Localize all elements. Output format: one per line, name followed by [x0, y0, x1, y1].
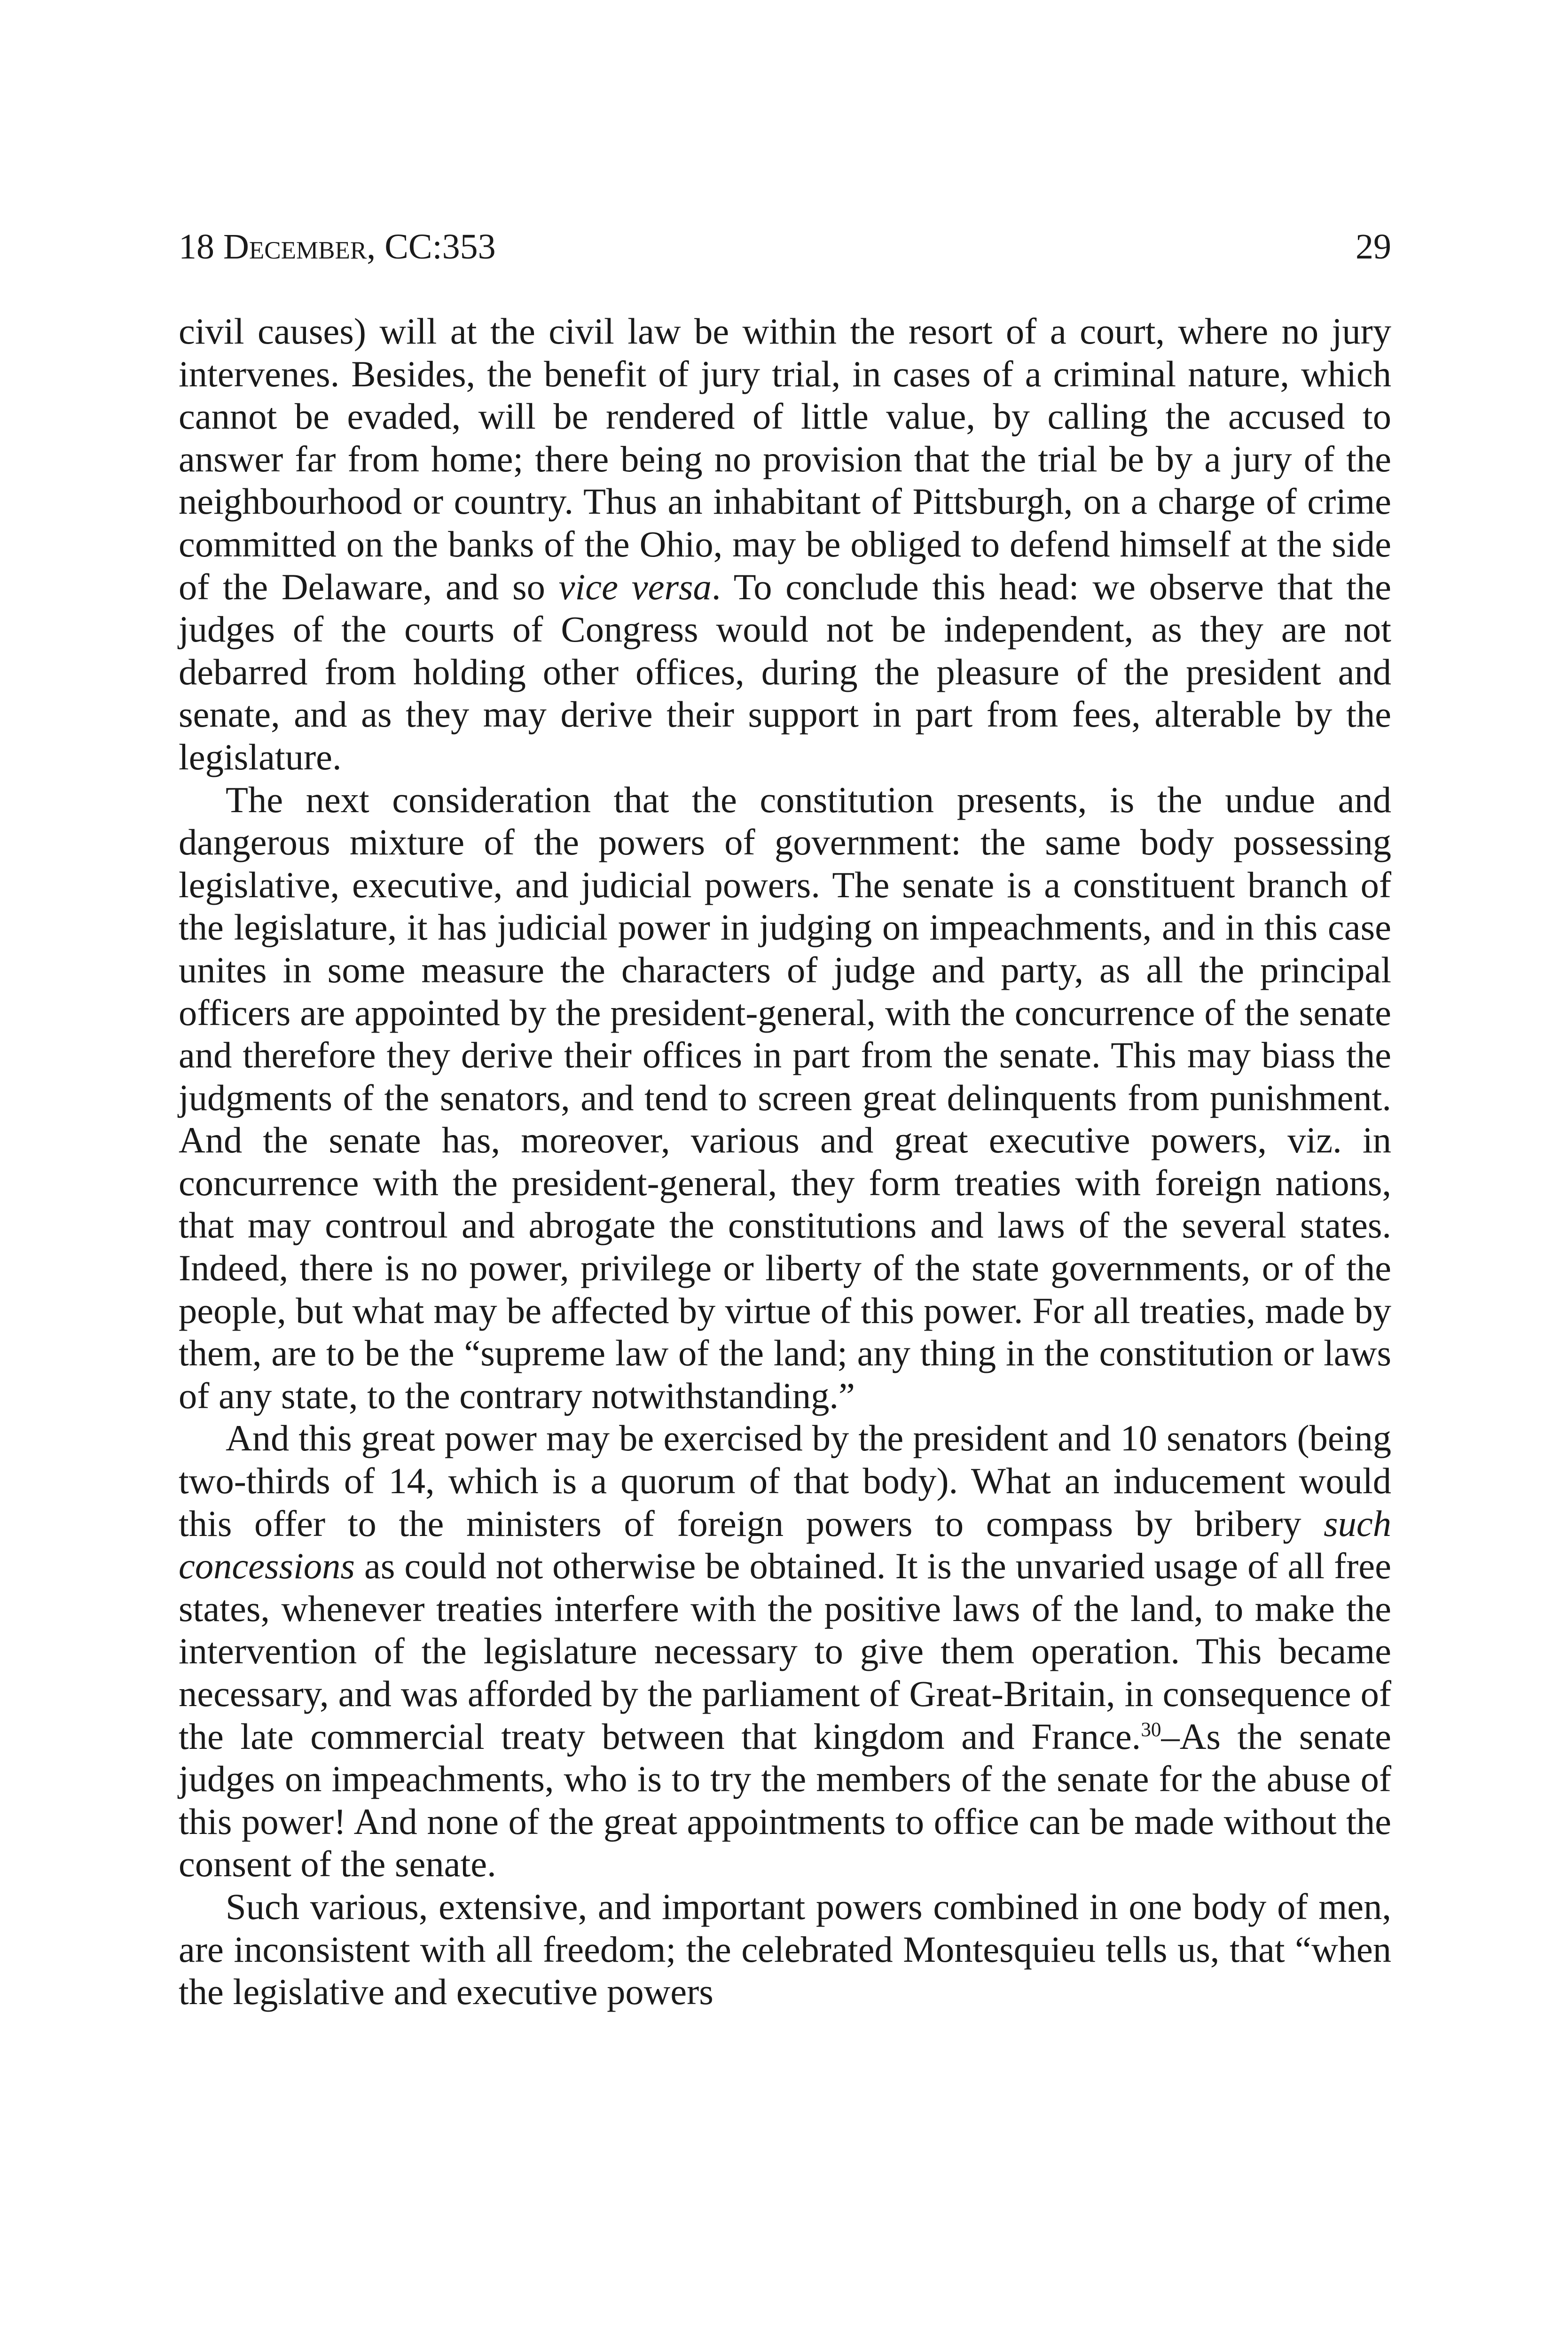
text-run: And this great power may be exercised by the president and 10 senators (being two-thirds of 14, which is a quorum of that body). What an inducement would this offer to the ministers of foreign powers to compass by bribery: [179, 1418, 1391, 1544]
text-run: Such various, extensive, and important powers combined in one body of men, are inconsistent with all freedom; the celebrated Montesquieu tells us, that “when the legislative and executive powers: [179, 1886, 1391, 2013]
body-text: [179, 310, 1391, 2013]
date-number: 18: [179, 227, 223, 266]
footnote-reference: 30: [1141, 1718, 1161, 1741]
italic-phrase: vice versa: [558, 566, 712, 607]
text-run: as could not otherwise be obtained. It is the unvaried usage of all free states, whenever treaties interfere with the positive laws of the land, to make the intervention of the legislature necessary to give them operation. This became necessary, and was afforded by the parliament of Great-Britain, in consequence of the late commercial treaty between that kingdom and France.: [179, 1545, 1391, 1757]
text-run: . To conclude this head: we observe that the judges of the courts of Congress would not be independent, as they are not debarred from holding other offices, during the pleasure of the president and senate, and as they may derive their support in part from fees, alterable by the legislature.: [179, 566, 1391, 777]
paragraph-4: [179, 1886, 1391, 2013]
paragraph-2: [179, 779, 1391, 1418]
document-id: , CC:353: [367, 227, 496, 266]
paragraph-1: [179, 310, 1391, 779]
text-run: The next consideration that the constitution presents, is the undue and dangerous mixture of the powers of government: the same body possessing legislative, executive, and judicial powers. The senate is a constituent branch of the legislature, it has judicial power in judging on impeachments, and in this case unites in some measure the characters of judge and party, as all the principal officers are appointed by the president-general, with the concurrence of the senate and therefore they derive their offices in part from the senate. This may biass the judgments of the senators, and tend to screen great delinquents from punishment. And the senate has, moreover, various and great executive powers, viz. in concurrence with the president-general, they form treaties with foreign nations, that may controul and abrogate the constitutions and laws of the several states. Indeed, there is no power, privilege or liberty of the state governments, or of the people, but what may be affected by virtue of this power. For all treaties, made by them, are to be the “supreme law of the land; any thing in the constitution or laws of any state, to the contrary notwithstanding.”: [179, 779, 1391, 1416]
running-head-left: [179, 221, 496, 273]
running-head: [179, 221, 1391, 273]
paragraph-3: [179, 1417, 1391, 1886]
page-number: 29: [1356, 227, 1391, 266]
date-month: December: [223, 227, 367, 266]
text-run: civil causes) will at the civil law be within the resort of a court, where no jury intervenes. Besides, the benefit of jury trial, in cases of a criminal nature, which cannot be evaded, will be rendered of little value, by calling the accused to answer far from home; there being no provision that the trial be by a jury of the neighbourhood or country. Thus an inhabitant of Pittsburgh, on a charge of crime committed on the banks of the Ohio, may be obliged to defend himself at the side of the Delaware, and so: [179, 311, 1391, 607]
italic-phrase: such concessions: [179, 1503, 1391, 1587]
text-run: –As the senate judges on impeachments, who is to try the members of the senate for the abuse of this power! And none of the great appointments to office can be made without the consent of the senate.: [179, 1716, 1391, 1885]
